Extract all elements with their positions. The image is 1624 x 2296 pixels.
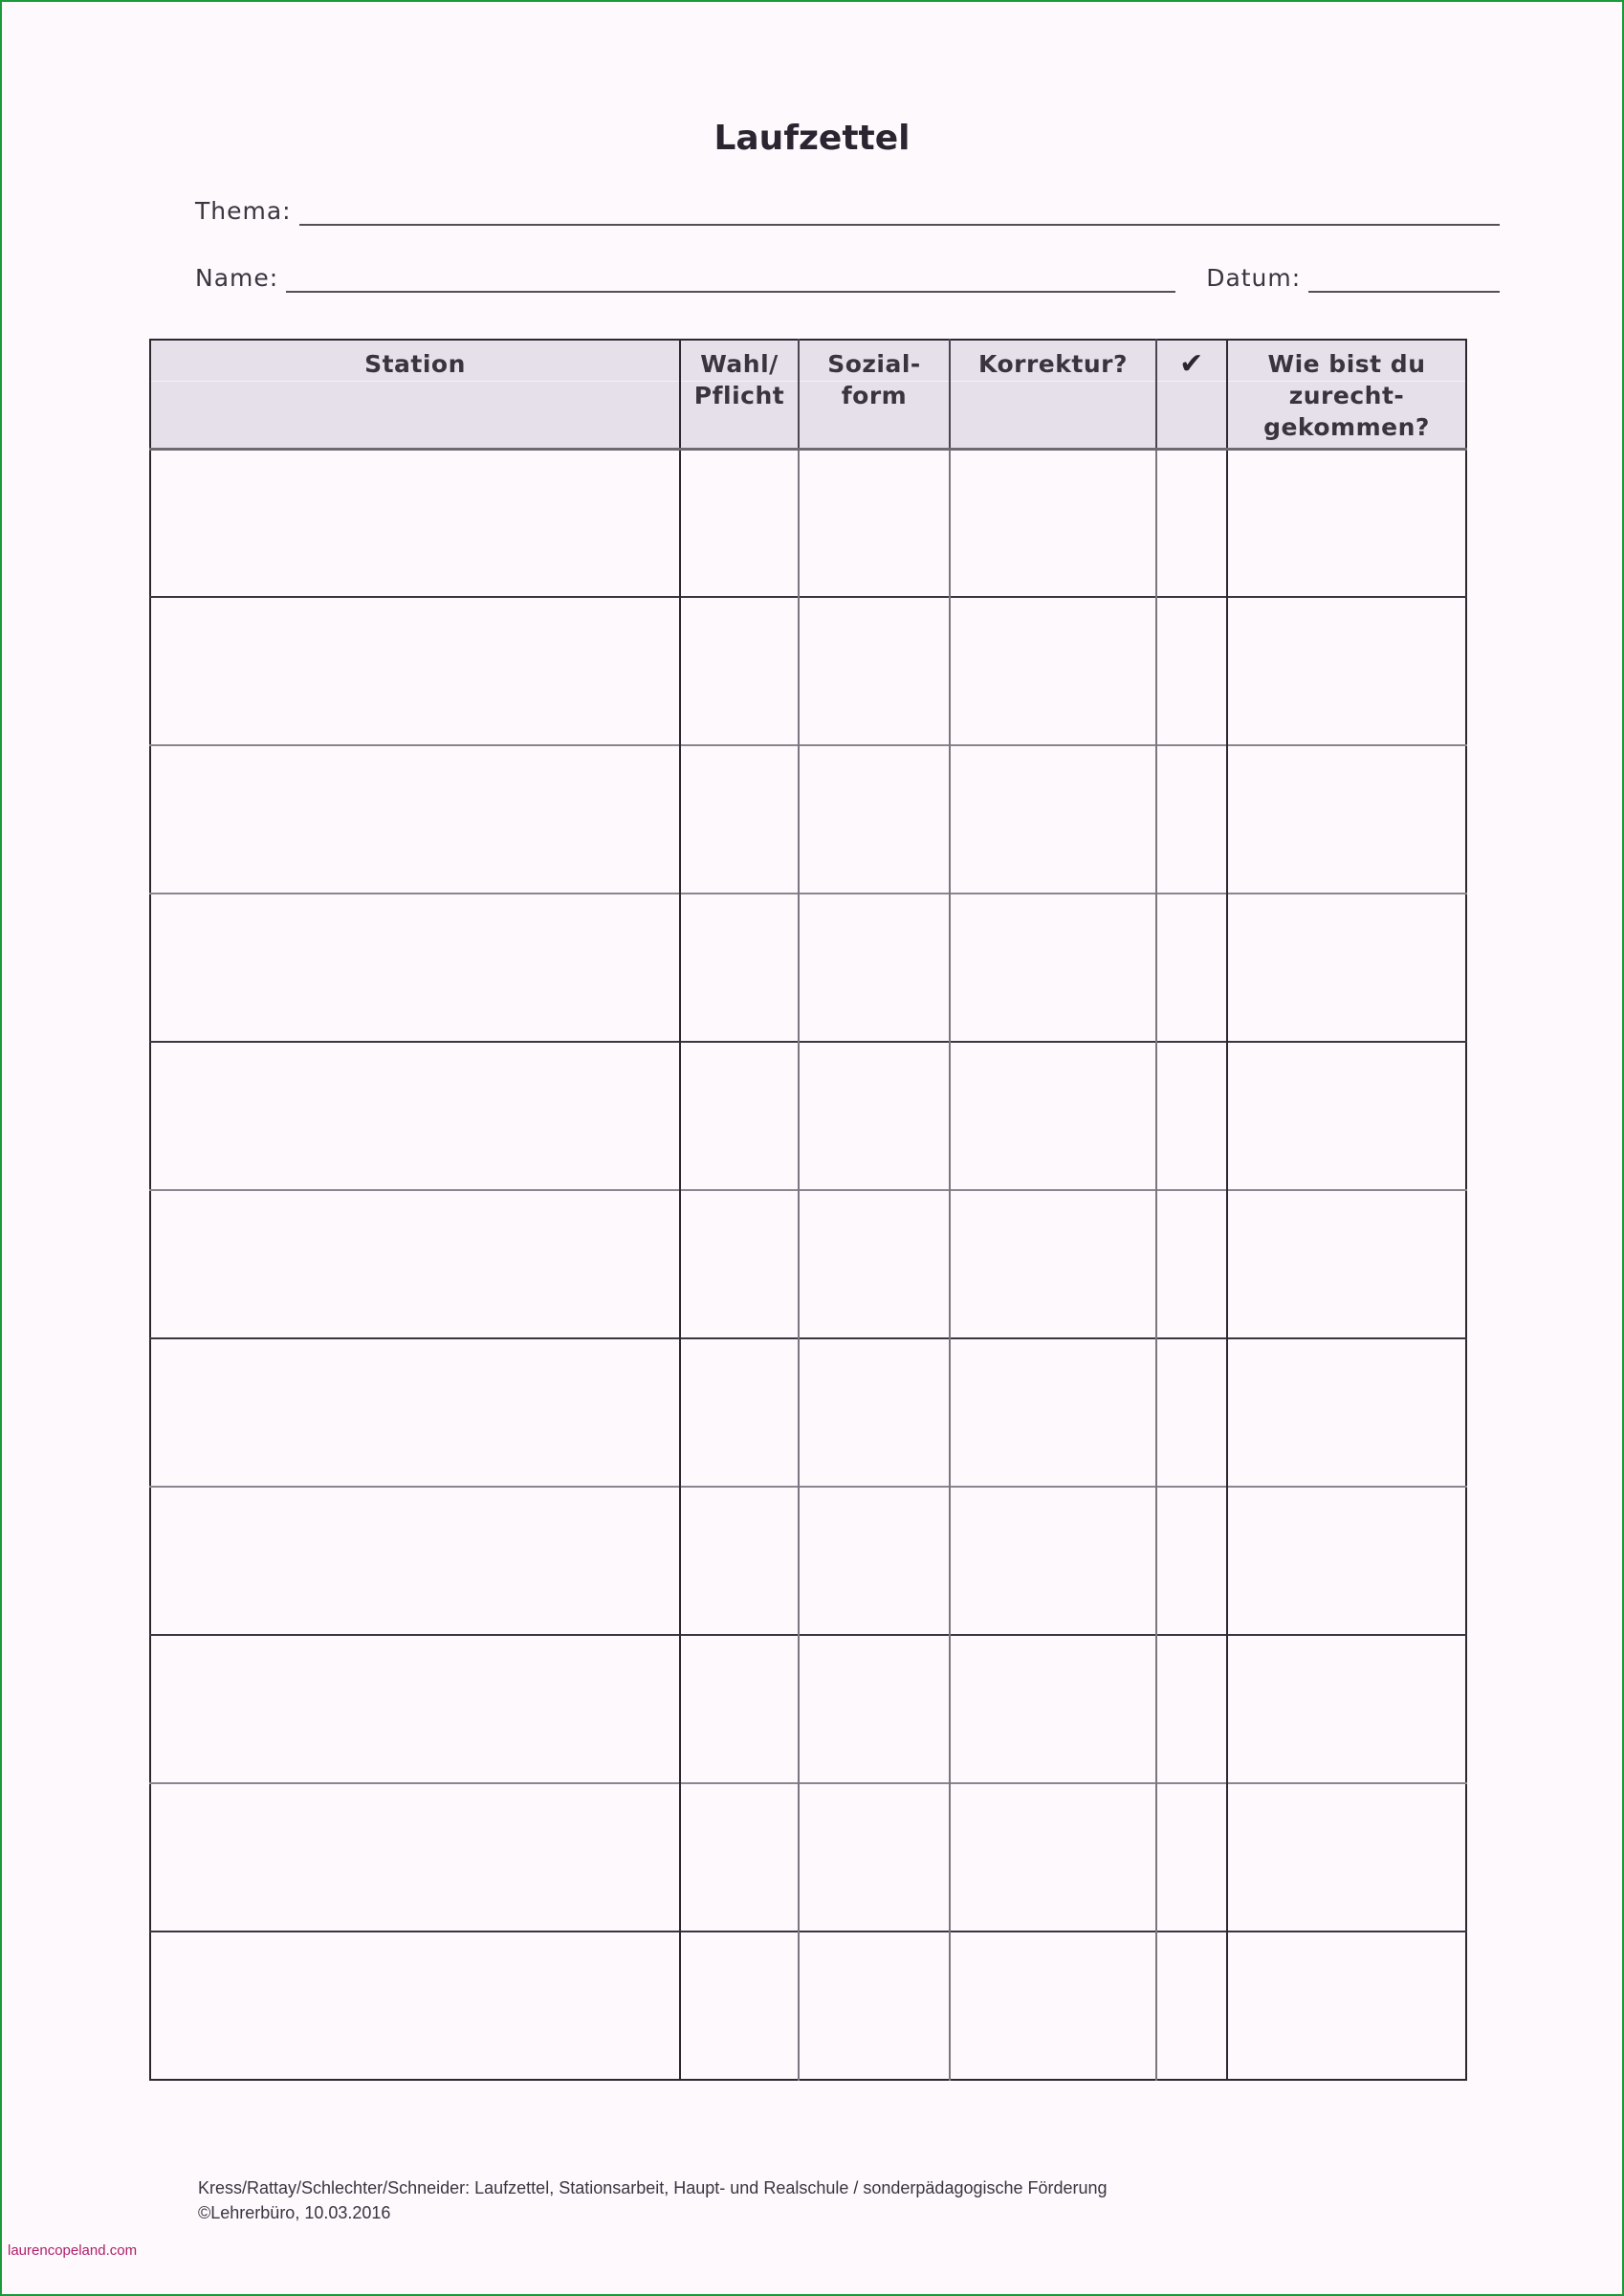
- wie-bist-du-cell[interactable]: [1227, 1635, 1466, 1783]
- name-label: Name:: [195, 264, 279, 292]
- table-row: [150, 1487, 1466, 1635]
- wahl-pflicht-cell[interactable]: [680, 1635, 799, 1783]
- wahl-pflicht-cell[interactable]: [680, 449, 799, 597]
- table-row: [150, 1932, 1466, 2080]
- table-row: [150, 894, 1466, 1042]
- korrektur-cell[interactable]: [950, 1338, 1156, 1487]
- wahl-pflicht-cell[interactable]: [680, 894, 799, 1042]
- sozialform-cell[interactable]: [799, 745, 950, 894]
- header-wie-bist-du: Wie bist du zurecht- gekommen?: [1227, 340, 1466, 449]
- thema-row: [195, 197, 1500, 226]
- station-cell[interactable]: [150, 1338, 680, 1487]
- table-row: [150, 449, 1466, 597]
- wie-bist-du-cell[interactable]: [1227, 894, 1466, 1042]
- wie-bist-du-cell[interactable]: [1227, 745, 1466, 894]
- check-cell[interactable]: [1156, 1190, 1227, 1338]
- wahl-pflicht-cell[interactable]: [680, 1932, 799, 2080]
- sozialform-cell[interactable]: [799, 1932, 950, 2080]
- checkmark-icon: ✔: [1179, 347, 1204, 381]
- station-cell[interactable]: [150, 1783, 680, 1932]
- wahl-pflicht-cell[interactable]: [680, 1487, 799, 1635]
- name-datum-row: [195, 264, 1500, 293]
- footer-line-publisher: ©Lehrerbüro, 10.03.2016: [198, 2203, 391, 2222]
- header-station: Station: [150, 340, 680, 449]
- check-cell[interactable]: [1156, 597, 1227, 745]
- korrektur-cell[interactable]: [950, 1635, 1156, 1783]
- footer-line-authors: Kress/Rattay/Schlechter/Schneider: Laufzettel, Stationsarbeit, Haupt- und Realschule / sonderpädagogische Förderung: [198, 2178, 1108, 2197]
- check-cell[interactable]: [1156, 1487, 1227, 1635]
- watermark: laurencopeland.com: [8, 2242, 138, 2259]
- datum-label: Datum:: [1206, 264, 1302, 292]
- wie-bist-du-cell[interactable]: [1227, 1487, 1466, 1635]
- korrektur-cell[interactable]: [950, 1932, 1156, 2080]
- korrektur-cell[interactable]: [950, 1042, 1156, 1190]
- check-cell[interactable]: [1156, 894, 1227, 1042]
- name-field[interactable]: [286, 266, 1175, 293]
- sozialform-cell[interactable]: [799, 1338, 950, 1487]
- table-row: [150, 597, 1466, 745]
- footer-credits: [198, 2175, 1108, 2225]
- wie-bist-du-cell[interactable]: [1227, 1338, 1466, 1487]
- korrektur-cell[interactable]: [950, 745, 1156, 894]
- station-cell[interactable]: [150, 1635, 680, 1783]
- table-row: [150, 745, 1466, 894]
- table-row: [150, 1783, 1466, 1932]
- check-cell[interactable]: [1156, 1635, 1227, 1783]
- wahl-pflicht-cell[interactable]: [680, 1042, 799, 1190]
- station-cell[interactable]: [150, 1042, 680, 1190]
- station-cell[interactable]: [150, 1932, 680, 2080]
- header-check: [1156, 340, 1227, 449]
- datum-field[interactable]: [1308, 266, 1500, 293]
- table-row: [150, 1635, 1466, 1783]
- table-body: [150, 449, 1466, 2080]
- wie-bist-du-cell[interactable]: [1227, 449, 1466, 597]
- station-cell[interactable]: [150, 1190, 680, 1338]
- wie-bist-du-cell[interactable]: [1227, 1783, 1466, 1932]
- page-title: Laufzettel: [713, 119, 911, 158]
- sozialform-cell[interactable]: [799, 1783, 950, 1932]
- table-row: [150, 1042, 1466, 1190]
- sozialform-cell[interactable]: [799, 1487, 950, 1635]
- table-row: [150, 1338, 1466, 1487]
- header-wahl-pflicht: Wahl/ Pflicht: [680, 340, 799, 449]
- korrektur-cell[interactable]: [950, 1487, 1156, 1635]
- korrektur-cell[interactable]: [950, 1783, 1156, 1932]
- wahl-pflicht-cell[interactable]: [680, 1338, 799, 1487]
- wie-bist-du-cell[interactable]: [1227, 1190, 1466, 1338]
- wie-bist-du-cell[interactable]: [1227, 1042, 1466, 1190]
- korrektur-cell[interactable]: [950, 597, 1156, 745]
- thema-label: Thema:: [195, 197, 292, 225]
- check-cell[interactable]: [1156, 1932, 1227, 2080]
- station-cell[interactable]: [150, 449, 680, 597]
- korrektur-cell[interactable]: [950, 449, 1156, 597]
- wie-bist-du-cell[interactable]: [1227, 597, 1466, 745]
- wie-bist-du-cell[interactable]: [1227, 1932, 1466, 2080]
- check-cell[interactable]: [1156, 1042, 1227, 1190]
- wahl-pflicht-cell[interactable]: [680, 745, 799, 894]
- thema-field[interactable]: [299, 199, 1500, 226]
- table-header-row: [150, 340, 1466, 449]
- check-cell[interactable]: [1156, 745, 1227, 894]
- header-korrektur: Korrektur?: [950, 340, 1156, 449]
- sozialform-cell[interactable]: [799, 894, 950, 1042]
- sozialform-cell[interactable]: [799, 1190, 950, 1338]
- station-cell[interactable]: [150, 597, 680, 745]
- korrektur-cell[interactable]: [950, 894, 1156, 1042]
- wahl-pflicht-cell[interactable]: [680, 1783, 799, 1932]
- station-cell[interactable]: [150, 894, 680, 1042]
- korrektur-cell[interactable]: [950, 1190, 1156, 1338]
- sozialform-cell[interactable]: [799, 597, 950, 745]
- station-table: [149, 339, 1467, 2081]
- check-cell[interactable]: [1156, 1783, 1227, 1932]
- station-cell[interactable]: [150, 1487, 680, 1635]
- sozialform-cell[interactable]: [799, 449, 950, 597]
- station-cell[interactable]: [150, 745, 680, 894]
- table-row: [150, 1190, 1466, 1338]
- check-cell[interactable]: [1156, 449, 1227, 597]
- wahl-pflicht-cell[interactable]: [680, 597, 799, 745]
- sozialform-cell[interactable]: [799, 1635, 950, 1783]
- check-cell[interactable]: [1156, 1338, 1227, 1487]
- header-sozialform: Sozial- form: [799, 340, 950, 449]
- wahl-pflicht-cell[interactable]: [680, 1190, 799, 1338]
- sozialform-cell[interactable]: [799, 1042, 950, 1190]
